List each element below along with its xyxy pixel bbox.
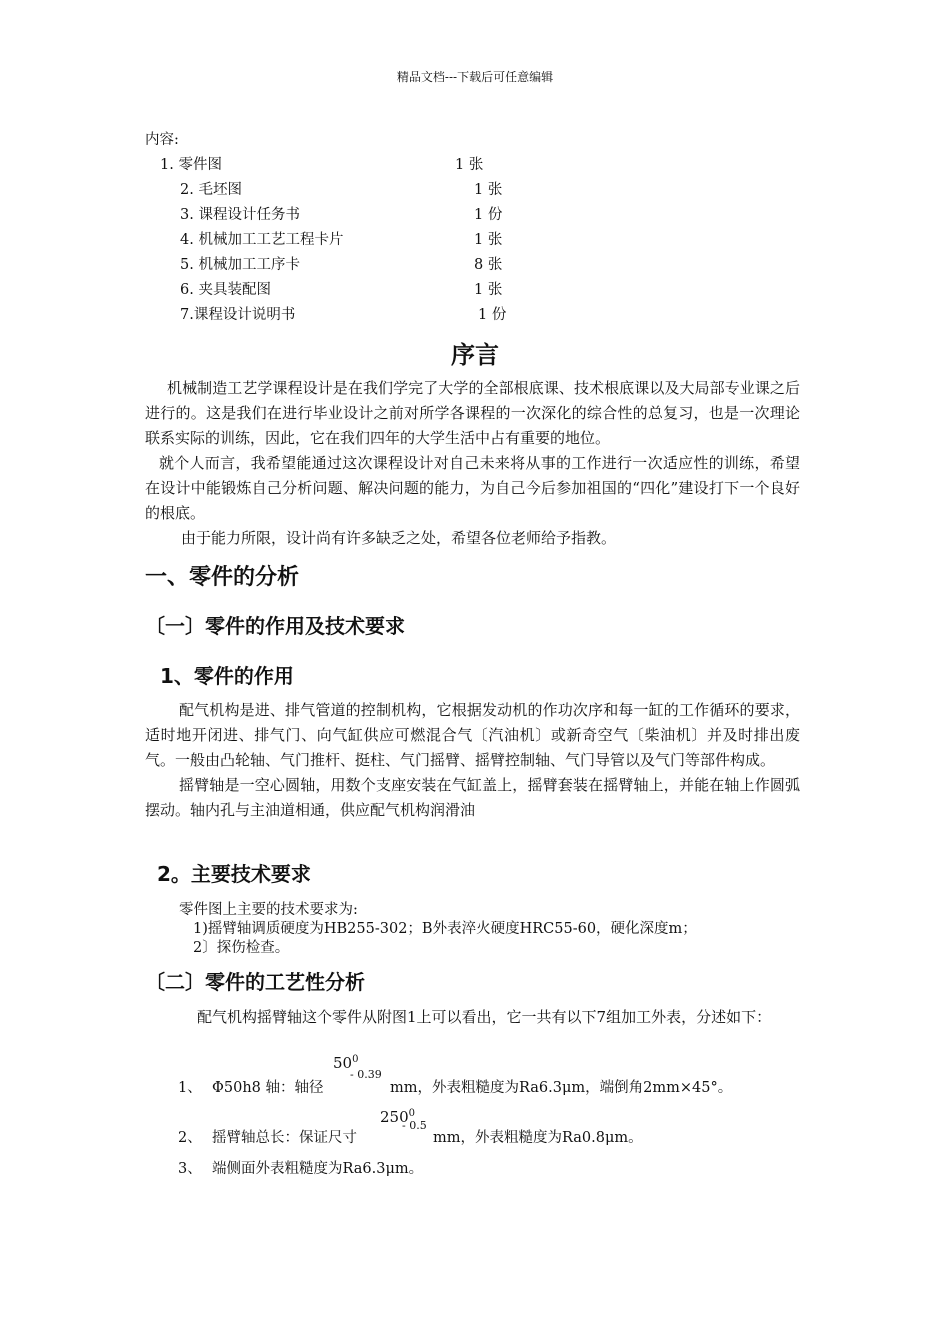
tolerance-nominal: 50: [333, 1054, 353, 1072]
contents-item-count: 1 份: [478, 307, 507, 323]
list-text: 端侧面外表粗糙度为Ra6.3μm。: [212, 1161, 424, 1177]
subsection-heading: 2。主要技术要求: [157, 862, 311, 886]
process-intro: [145, 1005, 800, 1030]
contents-item-count: 1 张: [455, 157, 484, 173]
preface-paragraph: 机械制造工艺学课程设计是在我们学完了大学的全部根底课、技术根底课以及大局部专业课之后进行的。这是我们在进行毕业设计之前对所学各课程的一次深化的综合性的总复习，也是一次理论联系实际的训练，因此，它在我们四年的大学生活中占有重要的地位。: [145, 379, 800, 447]
requirements-intro: 零件图上主要的技术要求为:: [179, 902, 358, 918]
function-body: [145, 698, 800, 823]
tolerance-lower: - 0.39: [350, 1068, 382, 1081]
subsection-heading: 1、零件的作用: [160, 664, 294, 688]
contents-item-count: 1 张: [474, 232, 503, 248]
preface-title: 序言: [451, 341, 499, 369]
contents-item-label: 2. 毛坯图: [180, 182, 242, 198]
body-paragraph: 配气机构摇臂轴这个零件从附图1上可以看出，它一共有以下7组加工外表，分述如下：: [197, 1008, 772, 1026]
contents-title: 内容:: [145, 132, 179, 148]
contents-item-label: 1. 零件图: [160, 157, 222, 173]
list-number: 1、: [178, 1080, 202, 1096]
contents-item-label: 7.课程设计说明书: [180, 307, 296, 323]
body-paragraph: 摇臂轴是一空心圆轴，用数个支座安装在气缸盖上，摇臂套装在摇臂轴上，并能在轴上作圆弧摆动。轴内孔与主油道相通，供应配气机构润滑油: [145, 776, 800, 819]
contents-item-count: 1 张: [474, 282, 503, 298]
list-number: 2、: [178, 1130, 202, 1146]
contents-item-label: 5. 机械加工工序卡: [180, 257, 300, 273]
tolerance-nominal: 250: [380, 1108, 409, 1126]
contents-item-label: 3. 课程设计任务书: [180, 207, 300, 223]
body-paragraph: 配气机构是进、排气管道的控制机构，它根据发动机的作功次序和每一缸的工作循环的要求，适时地开闭进、排气门、向气缸供应可燃混合气〔汽油机〕或新奇空气〔柴油机〕并及时排出废气。一般由凸轮轴、气门推杆、挺柱、气门摇臂、摇臂控制轴、气门导管以及气门等部件构成。: [145, 701, 800, 769]
preface-paragraph: 就个人而言，我希望能通过这次课程设计对自己未来将从事的工作进行一次适应性的训练，希望在设计中能锻炼自己分析问题、解决问题的能力，为自己今后参加祖国的“四化”建设打下一个良好的根底。: [145, 454, 800, 522]
preface-body: [145, 376, 800, 551]
subsection-heading: 〔二〕零件的工艺性分析: [145, 970, 365, 994]
preface-paragraph: 由于能力所限，设计尚有许多缺乏之处，希望各位老师给予指教。: [181, 529, 617, 547]
contents-item-label: 4. 机械加工工艺工程卡片: [180, 232, 344, 248]
tolerance-upper: 0: [408, 1108, 416, 1119]
list-text: Φ50h8 轴：轴径: [212, 1080, 324, 1096]
requirement-item: 1)摇臂轴调质硬度为HB255-302；B外表淬火硬度HRC55-60，硬化深度m；: [193, 921, 697, 937]
section-heading: 一、零件的分析: [145, 565, 300, 590]
list-text: mm，外表粗糙度为Ra0.8μm。: [433, 1130, 643, 1146]
list-number: 3、: [178, 1161, 202, 1177]
tolerance-lower: - 0.5: [402, 1119, 427, 1132]
contents-item-count: 1 张: [474, 182, 503, 198]
contents-item-count: 8 张: [474, 257, 503, 273]
list-text: 摇臂轴总长：保证尺寸: [212, 1130, 357, 1146]
contents-item-label: 6. 夹具装配图: [180, 282, 271, 298]
contents-item-count: 1 份: [474, 207, 503, 223]
requirement-item: 2〕探伤检查。: [193, 940, 290, 956]
list-text: mm，外表粗糙度为Ra6.3μm，端倒角2mm×45°。: [390, 1080, 733, 1096]
subsection-heading: 〔一〕零件的作用及技术要求: [145, 614, 405, 638]
page-header: 精品文档---下载后可任意编辑: [396, 70, 554, 84]
tolerance-upper: 0: [352, 1054, 359, 1065]
